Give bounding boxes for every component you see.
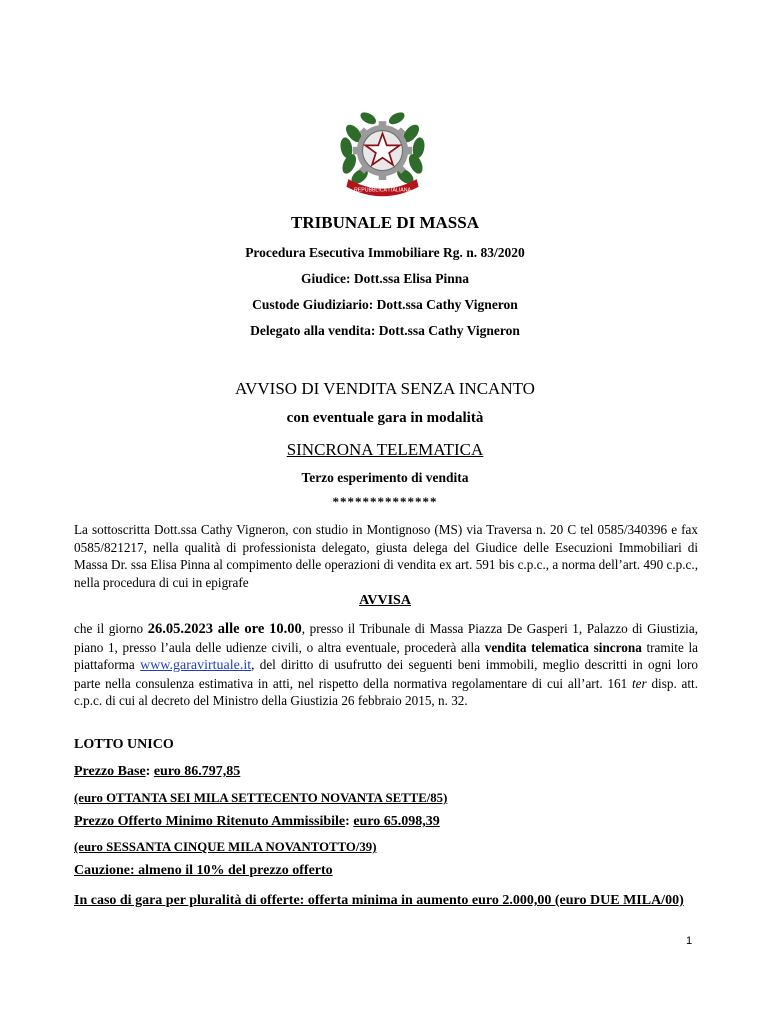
min-price-value: euro 65.098,39 [353,814,440,829]
delegate: Delegato alla vendita: Dott.ssa Cathy Vigneron [250,323,520,338]
avvisa-heading: AVVISA [359,593,411,608]
base-price-value: euro 86.797,85 [153,764,241,779]
base-price-words: (euro OTTANTA SEI MILA SETTECENTO NOVANTA SETTE/85) [74,791,448,805]
sale-attempt: Terzo esperimento di vendita [301,470,469,485]
ribbon-text: REPUBBLICA ITALIANA [353,187,412,194]
platform-link[interactable]: www.garavirtuale.it [140,658,252,674]
body-text-4: , del diritto di usufrutto dei seguenti beni immobili, meglio descritti in ogni loro parte nella consulenza estimativa in atti, nel rispetto della normativa regolamentare di cui all’art. 161 [74,657,698,691]
body-paragraph [74,620,698,710]
base-price-line [74,764,698,780]
body-text-5: disp. att. c.p.c. di cui al decreto del Ministro della Giustizia 26 febbraio 2015, n. 32. [74,675,698,709]
procedure-number: Procedura Esecutiva Immobiliare Rg. n. 83/2020 [245,245,525,260]
base-price-colon: : [145,764,154,779]
notice-subtitle: con eventuale gara in modalità [286,410,484,426]
bid-increment: In caso di gara per pluralità di offerte: offerta minima in aumento euro 2.000,00 (euro DUE MILA/00) [74,893,684,908]
min-price-label: Prezzo Offerto Minimo Ritenuto Ammissibile [74,814,346,829]
judge: Giudice: Dott.ssa Elisa Pinna [300,271,470,286]
italian-republic-emblem-icon [335,105,430,200]
custodian: Custode Giudiziario: Dott.ssa Cathy Vigneron [252,297,518,312]
page-number: 1 [686,935,693,947]
deposit: Cauzione: almeno il 10% del prezzo offerto [74,863,333,878]
court-name: TRIBUNALE DI MASSA [291,213,479,232]
intro-paragraph: La sottoscritta Dott.ssa Cathy Vigneron, con studio in Montignoso (MS) via Traversa n. 20 C tel 0585/340396 e fax 0585/821217, nella qualità di professionista delegato, giusta delega del Giudice delle Esecuzioni Immobiliari di Massa Dr. ssa Elisa Pinna al compimento delle operazioni di vendita ex art. 591 bis c.p.c., a norma dell’art. 490 c.p.c., nella procedura di cui in epigrafe [74,522,698,590]
lot-title: LOTTO UNICO [74,737,174,752]
body-text-1: che il giorno [74,621,148,636]
notice-title: AVVISO DI VENDITA SENZA INCANTO [235,379,535,398]
sale-mode-bold: vendita telematica sincrona [484,639,642,655]
separator: ************** [332,494,438,509]
body-text-3: tramite la piattaforma [74,639,698,673]
min-price-words: (euro SESSANTA CINQUE MILA NOVANTOTTO/39) [74,840,377,854]
ter-italic: ter [632,675,647,691]
min-price-colon: : [345,814,354,829]
base-price-label: Prezzo Base [74,764,146,779]
min-price-line [74,814,698,830]
sale-mode: SINCRONA TELEMATICA [286,440,484,459]
auction-date: 26.05.2023 alle ore 10.00 [147,621,302,637]
body-text-2: , presso il Tribunale di Massa Piazza De Gasperi 1, Palazzo di Giustizia, piano 1, presso l’aula delle udienze civili, o altra eventuale, procederà alla [74,621,698,655]
